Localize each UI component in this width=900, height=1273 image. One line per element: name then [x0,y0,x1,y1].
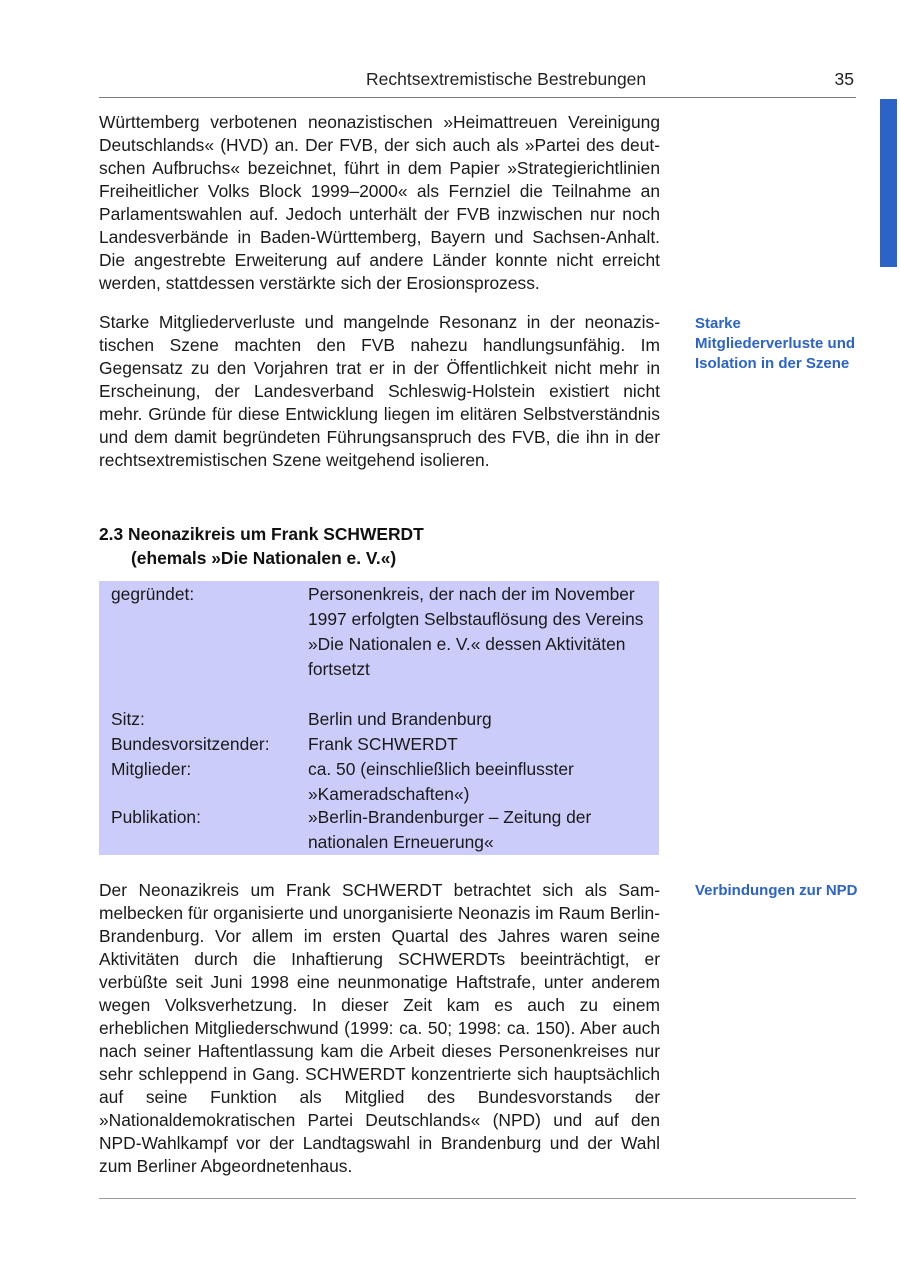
footer-divider [99,1198,856,1199]
fact-box [99,581,659,855]
margin-note-npd: Verbindungen zur NPD [695,882,858,899]
page-number: 35 [834,69,854,89]
body-paragraph-2: Starke Mitgliederverluste und mangelnde Resonanz in der neonazistischen Szene machten den FVB nahezu handlungsunfähig. Im Gegensatz zu den Vorjahren trat er in der Öffentlichkeit nicht mehr in Erscheinung, der Landesverband Schleswig-Holstein existiert nicht mehr. Gründe für diese Entwicklung liegen im elitären Selbstverständnis und dem damit begründeten Führungsanspruch des FVB, die ihn in der rechtsextremistischen Szene weitgehend isolieren. [99,312,660,470]
section-heading [99,522,424,570]
fact-value: Personenkreis, der nach der im November 1997 erfolgten Selbstauflösung des Vereins »Die Nationalen e. V.« dessen Aktivitäten fortsetzt [308,584,644,679]
body-paragraph-1: Württemberg verbotenen neonazistischen »Heimattreuen Vereinigung Deutschlands« (HVD) an. Der FVB, der sich auch als »Partei des deutschen Aufbruchs« bezeichnet, führt in dem Papier »Strategierichtlinien Freiheitlicher Volks Block 1999–2000« als Fernziel die Teilnahme an Parlamentswahlen auf. Jedoch unterhält der FVB inzwischen nur noch Landesverbände in Baden-Württemberg, Bayern und Sachsen-Anhalt. Die angestrebte Erweiterung auf andere Länder konnte nicht erreicht werden, stattdessen verstärkte sich der Erosionsprozess. [99,112,660,293]
fact-value: ca. 50 (einschließlich beeinflusster »Kameradschaften«) [308,759,574,804]
fact-value: Berlin und Brandenburg [308,709,492,729]
section-title: 2.3 Neonazikreis um Frank SCHWERDT [99,524,424,544]
section-subtitle: (ehemals »Die Nationalen e. V.«) [131,548,397,568]
fact-label: Bundesvorsitzender: [111,734,270,754]
header-divider [99,97,856,98]
fact-label: Mitglieder: [111,759,192,779]
running-header-title: Rechtsextremistische Bestrebungen [366,69,647,89]
fact-value: »Berlin-Brandenburger – Zeitung der nationalen Erneuerung« [308,807,592,852]
chapter-side-tab [880,99,897,267]
fact-label: gegründet: [111,584,195,604]
fact-label: Publikation: [111,807,201,827]
fact-value: Frank SCHWERDT [308,734,458,754]
fact-label: Sitz: [111,709,145,729]
body-paragraph-3: Der Neonazikreis um Frank SCHWERDT betrachtet sich als Sammelbecken für organisierte und unorganisierte Neonazis im Raum Berlin-Brandenburg. Vor allem im ersten Quartal des Jahres waren seine Aktivitäten durch die Inhaftierung SCHWERDTs beeinträchtigt, er verbüßte seit Juni 1998 eine neunmonatige Haftstrafe, unter anderem wegen Volksverhetzung. In dieser Zeit kam es auch zu einem erheblichen Mitgliederschwund (1999: ca. 50; 1998: ca. 150). Aber auch nach seiner Haftentlassung kam die Arbeit dieses Personenkreises nur sehr schleppend in Gang. SCHWERDT konzentrierte sich hauptsächlich auf seine Funktion als Mitglied des Bundesvorstands der »Nationaldemokratischen Partei Deutschlands« (NPD) und auf den NPD-Wahlkampf vor der Landtagswahl in Brandenburg und der Wahl zum Berliner Abgeordnetenhaus. [99,880,660,1176]
margin-note-isolation: Starke Mitgliederverluste und Isolation in der Szene [695,315,856,372]
